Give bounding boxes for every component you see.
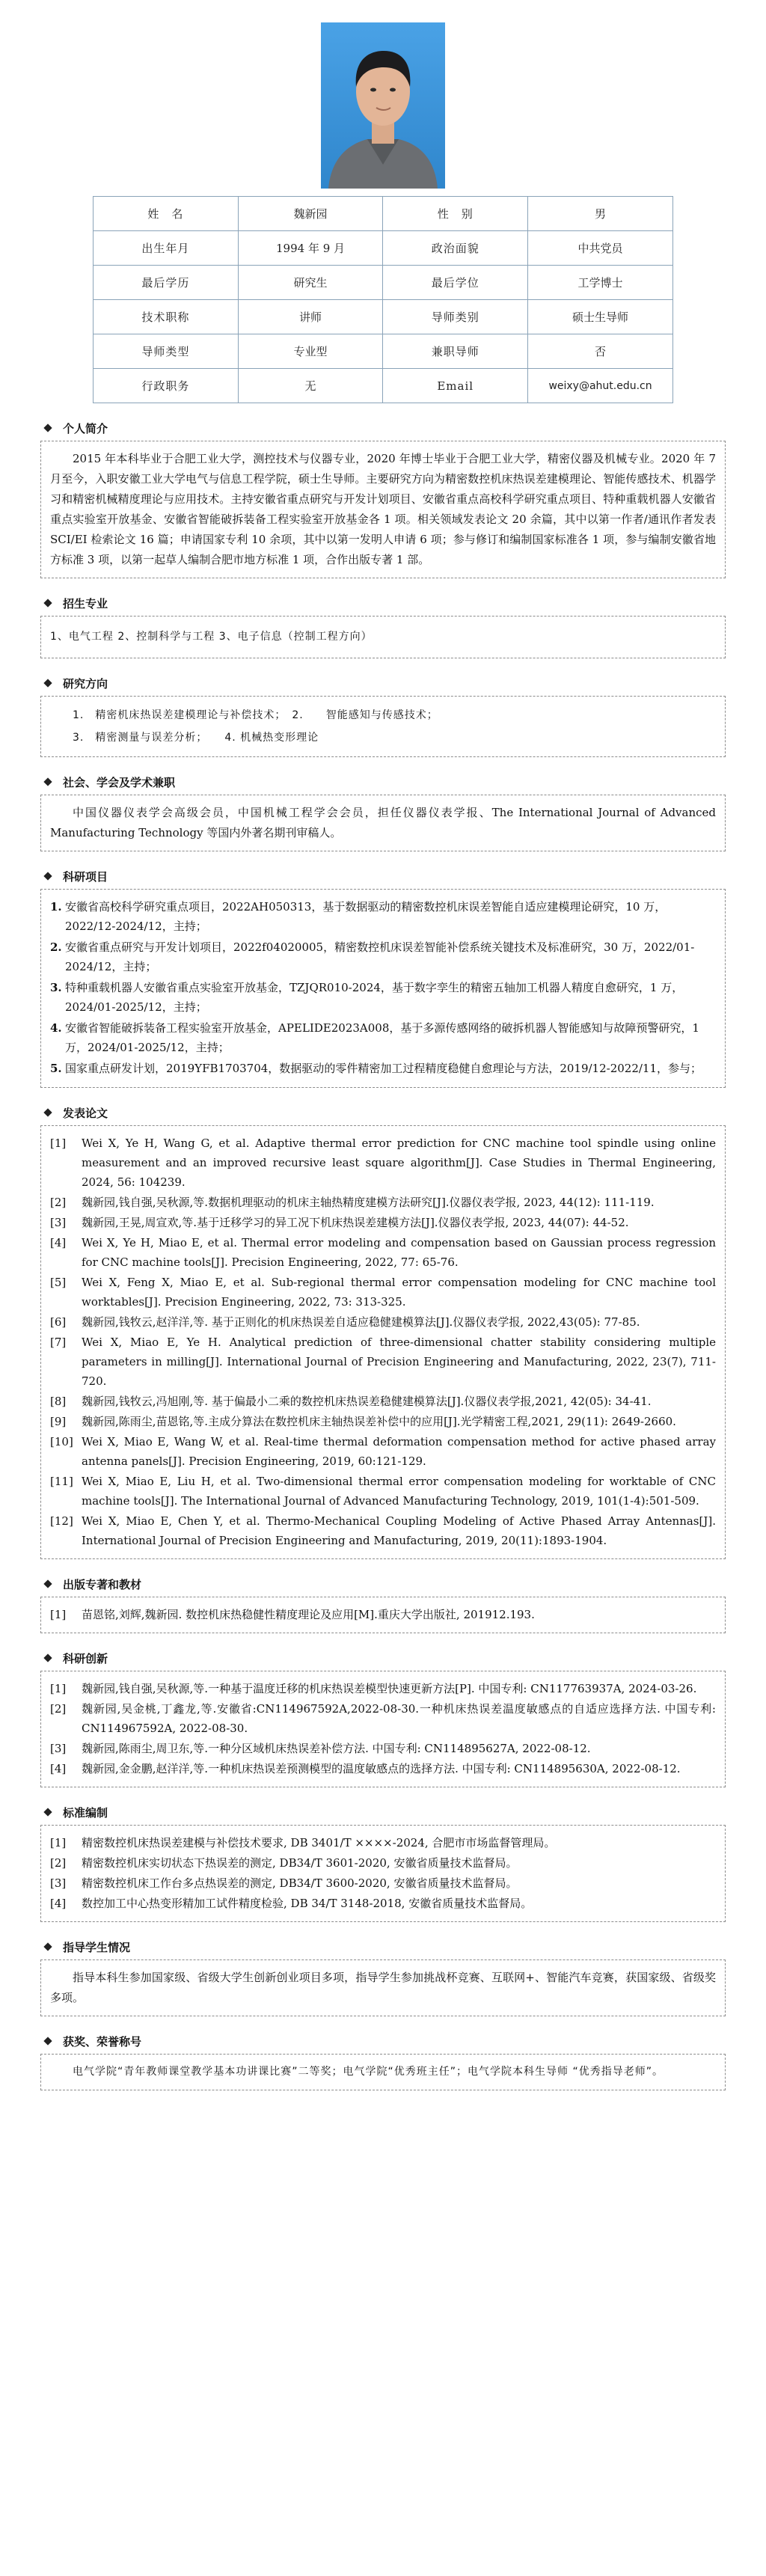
standards-box <box>40 1825 726 1922</box>
section-standards <box>40 1804 726 1922</box>
standard-item <box>50 1894 716 1913</box>
papers-box <box>40 1125 726 1559</box>
profile-row <box>94 197 673 231</box>
section-intro <box>40 420 726 578</box>
profile-value: 否 <box>528 334 673 369</box>
section-heading: 研究方向 <box>40 675 726 691</box>
section-society <box>40 774 726 851</box>
project-item <box>50 978 716 1017</box>
society-text: 中国仪器仪表学会高级会员，中国机械工程学会会员，担任仪器仪表学报、The International Journal of Advanced Manufacturing Technology 等国内外著名期刊审稿人。 <box>50 806 716 839</box>
paper-text: Wei X, Ye H, Miao E, et al. Thermal error modeling and compensation based on Gaussian process regression for CNC machine tools[J]. Precision Engineering, 2022, 77: 65-76. <box>82 1236 716 1269</box>
profile-label: Email <box>383 369 528 403</box>
paper-text: Wei X, Feng X, Miao E, et al. Sub-regional thermal error compensation modeling for CNC machine tool worktables[J]. Precision Engineering, 2022, 73: 313-325. <box>82 1276 716 1309</box>
profile-value: 1994 年 9 月 <box>238 231 383 266</box>
section-awards <box>40 2033 726 2090</box>
item-number: [9] <box>50 1415 67 1428</box>
item-number: 4. <box>50 1021 62 1035</box>
standard-text: 数控加工中心热变形精加工试件精度检验, DB 34/T 3148-2018, 安徽省质量技术监督局。 <box>82 1897 533 1910</box>
item-number: [1] <box>50 1608 67 1621</box>
patent-item <box>50 1679 716 1698</box>
project-text: 安徽省智能破拆装备工程实验室开放基金，APELIDE2023A008，基于多源传感网络的破拆机器人智能感知与故障预警研究，1 万，2024/01-2025/12，主持； <box>65 1021 699 1054</box>
students-box <box>40 1959 726 2016</box>
photo-container <box>40 22 726 192</box>
item-number: [3] <box>50 1216 67 1229</box>
project-item <box>50 937 716 976</box>
section-heading: 科研项目 <box>40 868 726 884</box>
item-number: [3] <box>50 1876 67 1890</box>
diamond-bullet-icon <box>43 1579 52 1588</box>
profile-label: 兼职导师 <box>383 334 528 369</box>
profile-value: 研究生 <box>238 266 383 300</box>
item-number: [8] <box>50 1395 67 1408</box>
project-text: 安徽省高校科学研究重点项目，2022AH050313，基于数据驱动的精密数控机床误差智能自适应建模理论研究，10 万，2022/12-2024/12，主持； <box>65 900 667 933</box>
portrait-photo <box>321 22 445 189</box>
section-innovation <box>40 1650 726 1787</box>
profile-label: 性 别 <box>383 197 528 231</box>
paper-item <box>50 1213 716 1232</box>
diamond-bullet-icon <box>43 872 52 880</box>
section-projects <box>40 868 726 1088</box>
paper-text: 魏新园,王晃,周宣欢,等.基于迁移学习的异工况下机床热误差建模方法[J].仪器仪表学报, 2023, 44(07): 44-52. <box>82 1216 629 1229</box>
patent-item <box>50 1739 716 1758</box>
diamond-bullet-icon <box>43 777 52 786</box>
profile-label: 政治面貌 <box>383 231 528 266</box>
profile-value: 魏新园 <box>238 197 383 231</box>
profile-label: 技术职称 <box>94 300 239 334</box>
diamond-bullet-icon <box>43 1942 52 1951</box>
item-number: 1. <box>50 900 62 914</box>
standard-item <box>50 1833 716 1853</box>
society-box <box>40 795 726 851</box>
section-papers <box>40 1104 726 1559</box>
profile-label: 出生年月 <box>94 231 239 266</box>
section-heading: 获奖、荣誉称号 <box>40 2033 726 2049</box>
paper-text: 魏新园,钱自强,吴秋源,等.数据机理驱动的机床主轴热精度建模方法研究[J].仪器仪表学报, 2023, 44(12): 111-119. <box>82 1196 655 1209</box>
patent-text: 魏新园,吴金桃,丁鑫龙,等.安徽省:CN114967592A,2022-08-30.一种机床热误差温度敏感点的自适应选择方法. 中国专利: CN114967592A, 2022-08-30. <box>82 1702 716 1735</box>
paper-text: 魏新园,钱牧云,冯旭刚,等. 基于偏最小二乘的数控机床热误差稳健建模算法[J].仪器仪表学报,2021, 42(05): 34-41. <box>82 1395 652 1408</box>
section-majors <box>40 595 726 658</box>
paper-item <box>50 1432 716 1471</box>
paper-text: Wei X, Miao E, Wang W, et al. Real-time thermal deformation compensation method for active phased array antenna panels[J]. Precision Engineering, 2019, 60:121-129. <box>82 1435 716 1468</box>
students-text: 指导本科生参加国家级、省级大学生创新创业项目多项，指导学生参加挑战杯竞赛、互联网+、智能汽车竞赛，获国家级、省级奖多项。 <box>50 1971 716 2004</box>
diamond-bullet-icon <box>43 1808 52 1816</box>
book-item <box>50 1605 716 1624</box>
paper-item <box>50 1511 716 1550</box>
item-number: [5] <box>50 1276 67 1289</box>
innovation-box <box>40 1671 726 1787</box>
item-number: [1] <box>50 1836 67 1850</box>
item-number: [3] <box>50 1742 67 1755</box>
item-number: [12] <box>50 1514 73 1528</box>
profile-label: 最后学历 <box>94 266 239 300</box>
item-number: 2. <box>50 940 62 954</box>
paper-text: Wei X, Ye H, Wang G, et al. Adaptive thermal error prediction for CNC machine tool spindle using online measurement and an improved recursive least square algorithm[J]. Case Studies in Thermal Engineering, 2024, 56: 104239. <box>82 1136 716 1189</box>
item-number: [2] <box>50 1196 67 1209</box>
paper-item <box>50 1312 716 1332</box>
item-number: 5. <box>50 1062 62 1075</box>
patent-text: 魏新园,陈雨尘,周卫东,等.一种分区域机床热误差补偿方法. 中国专利: CN114895627A, 2022-08-12. <box>82 1742 591 1755</box>
profile-row <box>94 300 673 334</box>
paper-text: Wei X, Miao E, Chen Y, et al. Thermo-Mechanical Coupling Modeling of Active Phased Array Antennas[J]. International Journal of Precision Engineering and Manufacturing, 2019, 20(11):1893-1904. <box>82 1514 716 1547</box>
section-heading: 指导学生情况 <box>40 1939 726 1955</box>
profile-label: 姓 名 <box>94 197 239 231</box>
item-number: [6] <box>50 1315 67 1329</box>
profile-value: 硕士生导师 <box>528 300 673 334</box>
patent-text: 魏新园,钱自强,吴秋源,等.一种基于温度迁移的机床热误差模型快速更新方法[P]. 中国专利: CN117763937A, 2024-03-26. <box>82 1682 697 1695</box>
section-heading: 招生专业 <box>40 595 726 611</box>
section-heading: 发表论文 <box>40 1104 726 1121</box>
item-number: [11] <box>50 1475 73 1488</box>
majors-box <box>40 616 726 658</box>
profile-value: 中共党员 <box>528 231 673 266</box>
project-item <box>50 1018 716 1057</box>
awards-box <box>40 2054 726 2090</box>
majors-text: 1、电气工程 2、控制科学与工程 3、电子信息（控制工程方向） <box>50 631 373 643</box>
diamond-bullet-icon <box>43 599 52 607</box>
paper-text: 魏新园,陈雨尘,苗恩铭,等.主成分算法在数控机床主轴热误差补偿中的应用[J].光学精密工程,2021, 29(11): 2649-2660. <box>82 1415 676 1428</box>
profile-table <box>93 196 673 403</box>
books-box <box>40 1597 726 1633</box>
project-text: 国家重点研发计划，2019YFB1703704，数据驱动的零件精密加工过程精度稳健自愈理论与方法，2019/12-2022/11，参与； <box>65 1062 702 1075</box>
diamond-bullet-icon <box>43 2037 52 2045</box>
directions-box <box>40 696 726 757</box>
item-number: [7] <box>50 1336 67 1349</box>
profile-value[interactable]: weixy@ahut.edu.cn <box>528 369 673 403</box>
book-text: 苗恩铭,刘辉,魏新园. 数控机床热稳健性精度理论及应用[M].重庆大学出版社, 201912.193. <box>82 1608 535 1621</box>
direction-row: 3. 精密测量与误差分析； 4. 机械热变形理论 <box>73 732 319 744</box>
paper-text: Wei X, Miao E, Liu H, et al. Two-dimensional thermal error compensation modeling for worktable of CNC machine tools[J]. The International Journal of Advanced Manufacturing Technology, 2019, 101(1-4):501-509. <box>82 1475 716 1508</box>
section-directions <box>40 675 726 757</box>
project-text: 安徽省重点研究与开发计划项目，2022f04020005，精密数控机床误差智能补偿系统关键技术及标准研究，30 万，2022/01-2024/12，主持； <box>65 940 695 973</box>
profile-value: 工学博士 <box>528 266 673 300</box>
item-number: 3. <box>50 981 62 994</box>
patent-item <box>50 1699 716 1738</box>
item-number: [2] <box>50 1856 67 1870</box>
intro-text: 2015 年本科毕业于合肥工业大学，测控技术与仪器专业，2020 年博士毕业于合肥工业大学，精密仪器及机械专业。2020 年 7 月至今，入职安徽工业大学电气与信息工程学院，硕士生导师。主要研究方向为精密数控机床热误差建模理论、智能传感技术、机器学习和精密机械精度理论与应用技术。主持安徽省重点研究与开发计划项目、安徽省重点高校科学研究重点项目、特种重载机器人安徽省重点实验室开放基金、安徽省智能破拆装备工程实验室开放基金各 1 项。相关领域发表论文 20 余篇，其中以第一作者/通讯作者发表 SCI/EI 检索论文 16 篇；申请国家专利 10 余项，其中以第一发明人申请 6 项；参与修订和编制国家标准各 1 项，参与编制安徽省地方标准 3 项，以第一起草人编制合肥市地方标准 1 项，合作出版专著 1 部。 <box>50 452 716 566</box>
profile-label: 导师类别 <box>383 300 528 334</box>
profile-row <box>94 266 673 300</box>
profile-value: 无 <box>238 369 383 403</box>
paper-text: 魏新园,钱牧云,赵洋洋,等. 基于正则化的机床热误差自适应稳健建模算法[J].仪器仪表学报, 2022,43(05): 77-85. <box>82 1315 640 1329</box>
item-number: [4] <box>50 1762 67 1775</box>
profile-label: 最后学位 <box>383 266 528 300</box>
diamond-bullet-icon <box>43 679 52 687</box>
paper-item <box>50 1273 716 1312</box>
direction-row: 1. 精密机床热误差建模理论与补偿技术； 2. 智能感知与传感技术； <box>73 709 438 721</box>
paper-item <box>50 1193 716 1212</box>
patent-item <box>50 1759 716 1778</box>
section-heading: 科研创新 <box>40 1650 726 1666</box>
project-text: 特种重载机器人安徽省重点实验室开放基金，TZJQR010-2024，基于数字孪生的精密五轴加工机器人精度自愈研究，1 万，2024/01-2025/12，主持； <box>65 981 684 1014</box>
diamond-bullet-icon <box>43 423 52 432</box>
section-heading: 个人简介 <box>40 420 726 436</box>
profile-row <box>94 231 673 266</box>
profile-row <box>94 334 673 369</box>
profile-row <box>94 369 673 403</box>
paper-item <box>50 1133 716 1192</box>
standard-text: 精密数控机床实切状态下热误差的测定, DB34/T 3601-2020, 安徽省质量技术监督局。 <box>82 1856 518 1870</box>
section-heading: 出版专著和教材 <box>40 1576 726 1592</box>
projects-box <box>40 889 726 1088</box>
item-number: [4] <box>50 1236 67 1249</box>
paper-item <box>50 1472 716 1511</box>
item-number: [10] <box>50 1435 73 1448</box>
paper-item <box>50 1233 716 1272</box>
diamond-bullet-icon <box>43 1653 52 1662</box>
item-number: [1] <box>50 1136 67 1150</box>
item-number: [2] <box>50 1702 67 1716</box>
standard-text: 精密数控机床工作台多点热误差的测定, DB34/T 3600-2020, 安徽省质量技术监督局。 <box>82 1876 518 1890</box>
paper-item <box>50 1392 716 1411</box>
item-number: [4] <box>50 1897 67 1910</box>
paper-text: Wei X, Miao E, Ye H. Analytical prediction of three-dimensional chatter stability considering multiple parameters in milling[J]. International Journal of Precision Engineering and Manufacturing, 2022, 23(7), 711-720. <box>82 1336 716 1388</box>
awards-text: 电气学院“青年教师课堂教学基本功讲课比赛”二等奖；电气学院“优秀班主任”；电气学院本科生导师 “优秀指导老师”。 <box>73 2066 664 2078</box>
section-heading: 社会、学会及学术兼职 <box>40 774 726 790</box>
project-item <box>50 1059 716 1078</box>
paper-item <box>50 1412 716 1431</box>
intro-box <box>40 441 726 578</box>
profile-label: 导师类型 <box>94 334 239 369</box>
standard-item <box>50 1873 716 1893</box>
item-number: [1] <box>50 1682 67 1695</box>
patent-text: 魏新园,金金鹏,赵洋洋,等.一种机床热误差预测模型的温度敏感点的选择方法. 中国专利: CN114895630A, 2022-08-12. <box>82 1762 681 1775</box>
profile-value: 讲师 <box>238 300 383 334</box>
standard-item <box>50 1853 716 1873</box>
profile-label: 行政职务 <box>94 369 239 403</box>
paper-item <box>50 1333 716 1391</box>
section-books <box>40 1576 726 1633</box>
project-item <box>50 897 716 936</box>
diamond-bullet-icon <box>43 1108 52 1116</box>
section-students <box>40 1939 726 2016</box>
standard-text: 精密数控机床热误差建模与补偿技术要求, DB 3401/T ××××-2024, 合肥市市场监督管理局。 <box>82 1836 556 1850</box>
section-heading: 标准编制 <box>40 1804 726 1820</box>
profile-value: 男 <box>528 197 673 231</box>
profile-value: 专业型 <box>238 334 383 369</box>
